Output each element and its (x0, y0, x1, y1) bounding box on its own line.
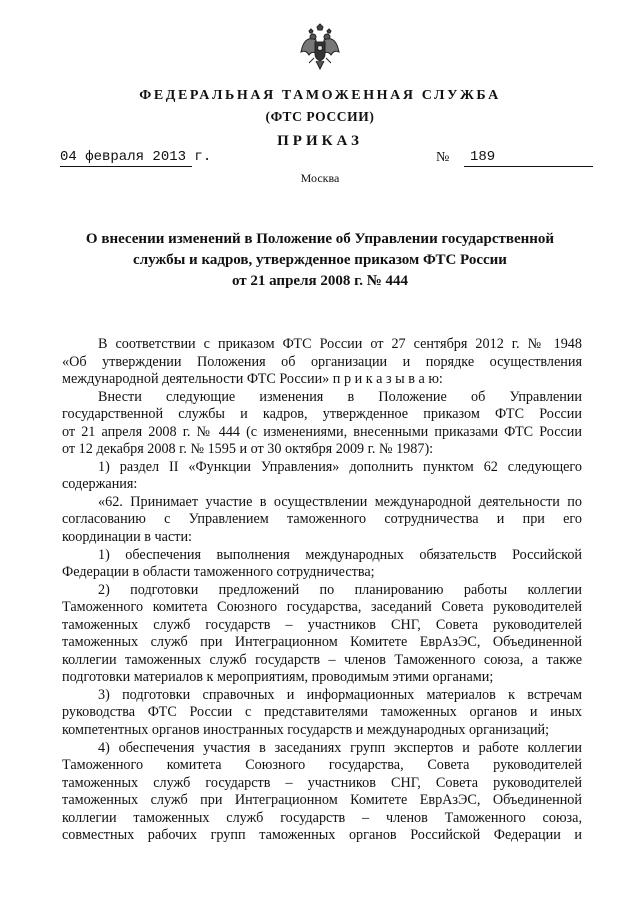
body-line: 2) подготовки предложений по планированию работы коллегии (98, 581, 582, 598)
body-line: коллегии таможенных служб государств – членов Таможенного союза, (62, 809, 582, 826)
body-line: Федерации в области таможенного сотрудничества; (62, 564, 375, 581)
document-title (80, 229, 560, 292)
body-line: от 21 апреля 2008 г. № 444 (с изменениями, внесенными приказами ФТС России (62, 423, 582, 440)
body-line: от 12 декабря 2008 г. № 1595 и от 30 октября 2009 г. № 1987): (62, 441, 434, 458)
body-line: 4) обеспечения участия в заседаниях групп экспертов и работе коллегии (98, 739, 582, 756)
body-line: «Об утверждении Положения об организации и порядке осуществления (62, 353, 582, 370)
body-line: руководства ФТС России с представителями таможенных органов и иных (62, 704, 582, 721)
body-line: согласованию с Управлением таможенного сотрудничества и при его (62, 511, 582, 528)
body-line: координации в части: (62, 529, 193, 546)
body-line: подготовки материалов к мероприятиям, проводимым этими органами; (62, 669, 494, 686)
body-line: 1) обеспечения выполнения международных обязательств Российской (98, 546, 582, 563)
body-line: совместных рабочих групп таможенных органов Российской Федерации и (62, 827, 582, 844)
body-line: международной деятельности ФТС России» п р и к а з ы в а ю: (62, 371, 443, 388)
body-line: В соответствии с приказом ФТС России от 27 сентября 2012 г. № 1948 (98, 336, 582, 352)
body-line: Таможенного комитета Союзного государства, заседаний Совета руководителей (62, 599, 582, 616)
document-type: ПРИКАЗ (277, 133, 363, 149)
number-sign: № (436, 150, 450, 165)
title-line: О внесении изменений в Положение об Управлении государственной (85, 231, 555, 247)
body-line: 3) подготовки справочных и информационных материалов к встречам (98, 686, 582, 703)
body-line: компетентных органов иностранных государств и международных организаций; (62, 722, 550, 739)
document-date: 04 февраля 2013 г. (60, 149, 212, 165)
body-line: таможенных служб государств – участников СНГ, Совета руководителей (62, 774, 582, 791)
body-line: Таможенного комитета Союзного государства, Совета руководителей (62, 757, 582, 774)
title-line: службы и кадров, утвержденное приказом ФТС России (133, 252, 507, 268)
organization-name: ФЕДЕРАЛЬНАЯ ТАМОЖЕННАЯ СЛУЖБА (139, 88, 501, 103)
body-line: таможенных служб при Интеграционном Комитете ЕврАзЭС, Объединенной (62, 634, 582, 651)
body-line: 1) раздел II «Функции Управления» дополнить пунктом 62 следующего (98, 458, 582, 475)
organization-short-name: (ФТС РОССИИ) (265, 109, 375, 124)
document-number: 189 (464, 149, 593, 167)
body-line: коллегии таможенных служб государств – членов Таможенного союза, а также (62, 651, 582, 668)
document-body (62, 336, 582, 845)
coat-of-arms-icon (299, 22, 341, 72)
body-line: Внести следующие изменения в Положение об Управлении (98, 388, 582, 405)
body-line: государственной службы и кадров, утвержденное приказом ФТС России (62, 406, 582, 423)
title-line: от 21 апреля 2008 г. № 444 (231, 273, 409, 289)
city: Москва (300, 171, 340, 185)
body-line: «62. Принимает участие в осуществлении международной деятельности по (98, 493, 582, 510)
body-line: таможенных служб при Интеграционном Комитете ЕврАзЭС, Объединенной (62, 792, 582, 809)
body-line: таможенных служб государств – участников СНГ, Совета руководителей (62, 616, 582, 633)
body-line: содержания: (62, 476, 138, 493)
